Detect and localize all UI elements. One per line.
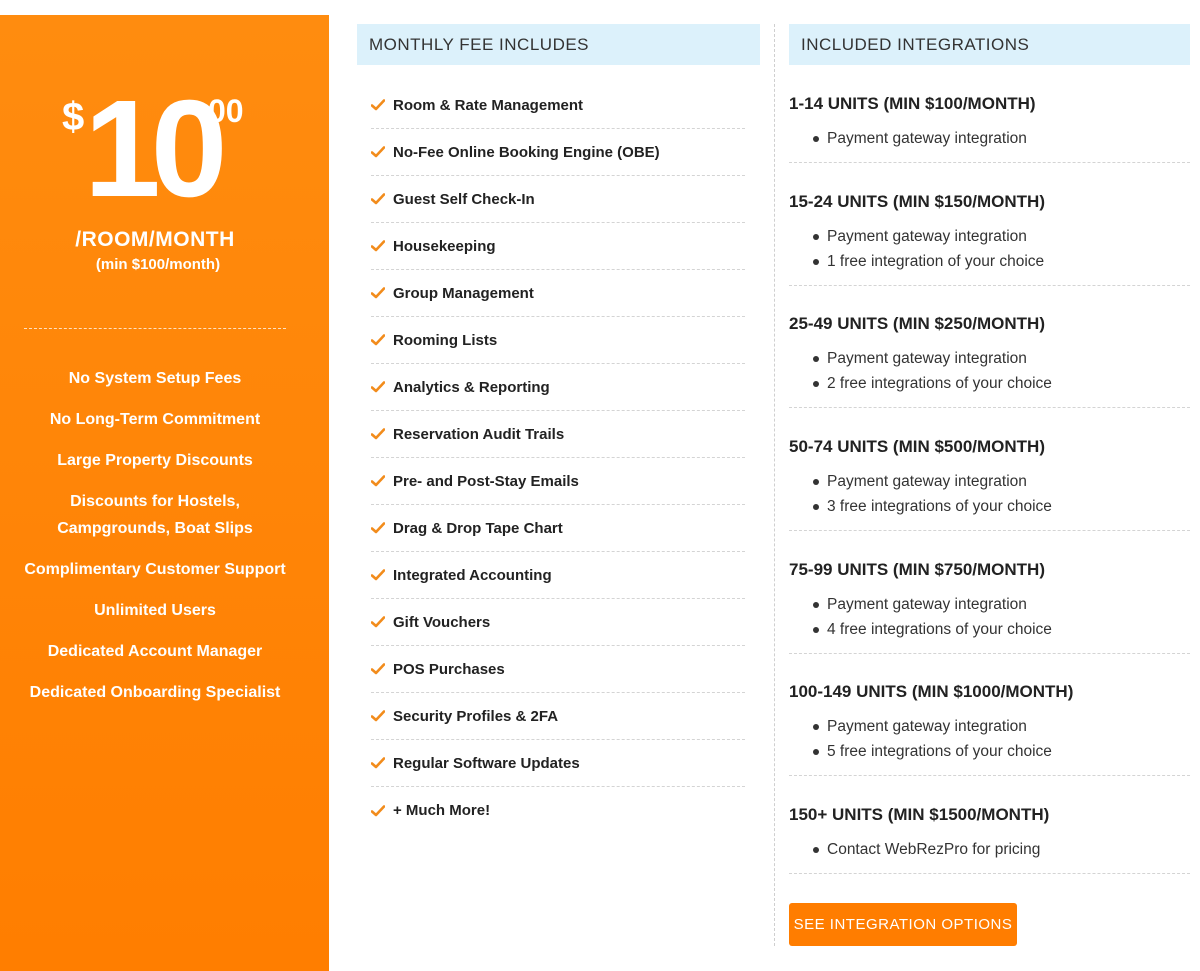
tier-items xyxy=(789,592,1190,642)
feature-label: Security Profiles & 2FA xyxy=(393,707,559,725)
perk-item: Complimentary Customer Support xyxy=(24,561,286,578)
tier-item xyxy=(813,371,1190,396)
bullet-icon xyxy=(813,627,819,633)
tier-item-label: 3 free integrations of your choice xyxy=(827,498,1052,515)
perk-item: Unlimited Users xyxy=(94,602,216,619)
feature-label: Room & Rate Management xyxy=(393,96,584,114)
perk-item: Dedicated Account Manager xyxy=(47,643,263,660)
monthly-fee-header: MONTHLY FEE INCLUDES xyxy=(357,24,760,65)
feature-label: Analytics & Reporting xyxy=(393,378,550,396)
checkmark-icon xyxy=(371,146,393,158)
tier-item-label: Payment gateway integration xyxy=(827,350,1027,367)
feature-label: Regular Software Updates xyxy=(393,754,580,772)
checkmark-icon xyxy=(371,240,393,252)
tier-item-label: Payment gateway integration xyxy=(827,596,1027,613)
tier-item xyxy=(813,469,1190,494)
price-panel xyxy=(0,15,329,971)
bullet-icon xyxy=(813,136,819,142)
feature-label: POS Purchases xyxy=(393,660,505,678)
feature-item xyxy=(371,82,745,129)
feature-label: Pre- and Post-Stay Emails xyxy=(393,472,579,490)
checkmark-icon xyxy=(371,805,393,817)
tier-item xyxy=(813,346,1190,371)
feature-item xyxy=(371,129,745,176)
tier-item-label: Payment gateway integration xyxy=(827,130,1027,147)
price-period: /ROOM/MONTH xyxy=(75,228,235,251)
integration-tier xyxy=(789,556,1190,654)
feature-label: Gift Vouchers xyxy=(393,613,491,631)
bullet-icon xyxy=(813,259,819,265)
bullet-icon xyxy=(813,749,819,755)
price-currency: $ xyxy=(62,95,85,139)
tier-items xyxy=(789,224,1190,274)
tier-item xyxy=(813,739,1190,764)
tier-items xyxy=(789,469,1190,519)
checkmark-icon xyxy=(371,522,393,534)
feature-item xyxy=(371,223,745,270)
tier-item-label: Payment gateway integration xyxy=(827,718,1027,735)
perks-list xyxy=(0,365,310,720)
tier-item-label: Payment gateway integration xyxy=(827,228,1027,245)
tier-item xyxy=(813,249,1190,274)
checkmark-icon xyxy=(371,569,393,581)
bullet-icon xyxy=(813,504,819,510)
bullet-icon xyxy=(813,847,819,853)
checkmark-icon xyxy=(371,428,393,440)
tier-items xyxy=(789,837,1190,862)
feature-item xyxy=(371,458,745,505)
feature-label: Drag & Drop Tape Chart xyxy=(393,519,563,537)
feature-item xyxy=(371,599,745,646)
perk-item: Discounts for Hostels, Campgrounds, Boat Slips xyxy=(57,493,253,537)
feature-label: + Much More! xyxy=(393,802,491,819)
checkmark-icon xyxy=(371,381,393,393)
checkmark-icon xyxy=(371,616,393,628)
tier-item xyxy=(813,714,1190,739)
checkmark-icon xyxy=(371,757,393,769)
feature-item xyxy=(371,317,745,364)
feature-item xyxy=(371,270,745,317)
integration-tier xyxy=(789,433,1190,531)
tier-title: 15-24 UNITS (MIN $150/MONTH) xyxy=(789,192,1045,211)
checkmark-icon xyxy=(371,334,393,346)
feature-label: Integrated Accounting xyxy=(393,566,552,584)
bullet-icon xyxy=(813,724,819,730)
tier-item xyxy=(813,592,1190,617)
tier-item-label: 2 free integrations of your choice xyxy=(827,375,1052,392)
feature-item xyxy=(371,411,745,458)
feature-item xyxy=(371,176,745,223)
tier-item-label: 1 free integration of your choice xyxy=(827,253,1045,270)
checkmark-icon xyxy=(371,193,393,205)
integration-tier xyxy=(789,310,1190,408)
price-number: 10 xyxy=(84,72,218,226)
checkmark-icon xyxy=(371,475,393,487)
integration-tier xyxy=(789,90,1190,163)
checkmark-icon xyxy=(371,663,393,675)
tier-item-label: Contact WebRezPro for pricing xyxy=(827,841,1041,858)
tier-title: 25-49 UNITS (MIN $250/MONTH) xyxy=(789,314,1045,333)
tier-item-label: 4 free integrations of your choice xyxy=(827,621,1052,638)
perk-item: Large Property Discounts xyxy=(57,452,253,469)
feature-item xyxy=(371,787,745,834)
integration-tier xyxy=(789,801,1190,874)
feature-label: Guest Self Check-In xyxy=(393,190,535,208)
price-divider xyxy=(24,328,286,329)
tier-title: 75-99 UNITS (MIN $750/MONTH) xyxy=(789,560,1045,579)
tier-title: 150+ UNITS (MIN $1500/MONTH) xyxy=(789,805,1050,824)
tier-item xyxy=(813,617,1190,642)
checkmark-icon xyxy=(371,710,393,722)
tier-items xyxy=(789,126,1190,151)
integration-tier xyxy=(789,188,1190,286)
tier-item xyxy=(813,224,1190,249)
tier-title: 50-74 UNITS (MIN $500/MONTH) xyxy=(789,437,1045,456)
price-minimum: (min $100/month) xyxy=(95,256,221,273)
feature-label: Rooming Lists xyxy=(393,331,498,349)
integrations-header: INCLUDED INTEGRATIONS xyxy=(789,24,1190,65)
checkmark-icon xyxy=(371,287,393,299)
tier-items xyxy=(789,346,1190,396)
integration-tier xyxy=(789,678,1190,776)
tier-title: 1-14 UNITS (MIN $100/MONTH) xyxy=(789,94,1036,113)
feature-item xyxy=(371,646,745,693)
feature-item xyxy=(371,505,745,552)
feature-item xyxy=(371,552,745,599)
perk-item: No System Setup Fees xyxy=(68,370,242,387)
tier-item-label: Payment gateway integration xyxy=(827,473,1027,490)
tier-item-label: 5 free integrations of your choice xyxy=(827,743,1052,760)
tier-items xyxy=(789,714,1190,764)
price-amount xyxy=(0,72,329,226)
checkmark-icon xyxy=(371,99,393,111)
price-cents: 00 xyxy=(208,93,244,129)
bullet-icon xyxy=(813,479,819,485)
perk-item: No Long-Term Commitment xyxy=(49,411,261,428)
tier-item xyxy=(813,126,1190,151)
bullet-icon xyxy=(813,234,819,240)
column-divider xyxy=(774,24,775,946)
feature-item xyxy=(371,693,745,740)
perk-item: Dedicated Onboarding Specialist xyxy=(29,684,281,701)
feature-label: No-Fee Online Booking Engine (OBE) xyxy=(393,143,660,161)
bullet-icon xyxy=(813,356,819,362)
feature-label: Reservation Audit Trails xyxy=(393,425,565,443)
feature-label: Group Management xyxy=(393,284,534,302)
bullet-icon xyxy=(813,602,819,608)
feature-label: Housekeeping xyxy=(393,237,496,255)
see-integration-options-button[interactable]: SEE INTEGRATION OPTIONS xyxy=(789,903,1017,946)
monthly-fee-list xyxy=(371,82,745,834)
tier-item xyxy=(813,494,1190,519)
tier-item xyxy=(813,837,1190,862)
feature-item xyxy=(371,740,745,787)
tier-title: 100-149 UNITS (MIN $1000/MONTH) xyxy=(789,682,1074,701)
feature-item xyxy=(371,364,745,411)
bullet-icon xyxy=(813,381,819,387)
